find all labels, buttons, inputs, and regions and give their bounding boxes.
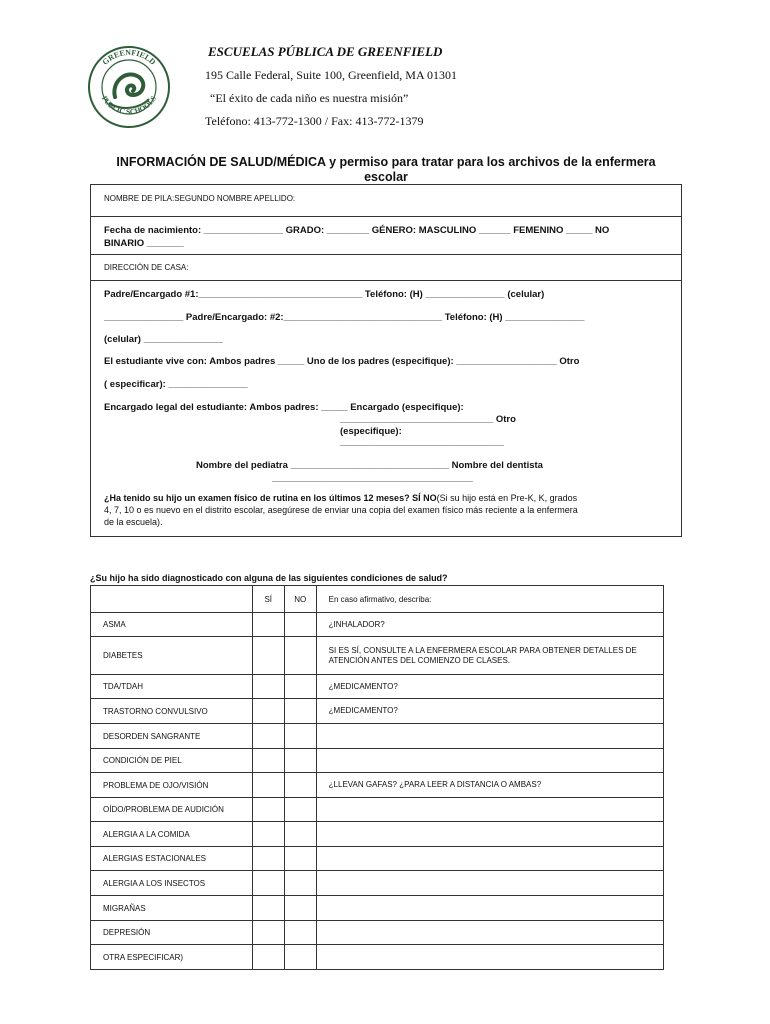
condition-name: MIGRAÑAS — [91, 896, 253, 921]
table-row — [91, 699, 664, 724]
legal-guardian-specify-label: (especifique): — [340, 426, 402, 437]
no-checkbox-cell[interactable] — [284, 945, 316, 970]
yes-checkbox-cell[interactable] — [252, 773, 284, 798]
table-row — [91, 798, 664, 822]
condition-description-cell[interactable] — [316, 945, 663, 970]
no-checkbox-cell[interactable] — [284, 921, 316, 945]
physical-exam-note-line3: de la escuela). — [104, 517, 163, 527]
yes-checkbox-cell[interactable] — [252, 822, 284, 847]
yes-checkbox-cell[interactable] — [252, 637, 284, 675]
no-checkbox-cell[interactable] — [284, 749, 316, 773]
condition-name: PROBLEMA DE OJO/VISIÓN — [91, 773, 253, 798]
svg-text:GREENFIELD — [101, 48, 158, 67]
yes-checkbox-cell[interactable] — [252, 699, 284, 724]
condition-name: ASMA — [91, 613, 253, 637]
guardian1-field[interactable]: Padre/Encargado #1:_______________________________ Teléfono: (H) _______________ (celular) — [104, 289, 545, 300]
condition-name: CONDICIÓN DE PIEL — [91, 749, 253, 773]
table-row — [91, 613, 664, 637]
condition-name: ALERGIAS ESTACIONALES — [91, 847, 253, 871]
condition-description-cell[interactable] — [316, 822, 663, 847]
condition-description-cell[interactable] — [316, 798, 663, 822]
condition-description-cell[interactable] — [316, 921, 663, 945]
condition-name: DIABETES — [91, 637, 253, 675]
lives-with-field[interactable]: El estudiante vive con: Ambos padres _____ Uno de los padres (especifique): ___________________ Otro — [104, 356, 580, 367]
condition-name: TDA/TDAH — [91, 675, 253, 699]
condition-name: OTRA ESPECIFICAR) — [91, 945, 253, 970]
table-row — [91, 724, 664, 749]
divider — [90, 216, 682, 217]
no-checkbox-cell[interactable] — [284, 613, 316, 637]
table-row — [91, 749, 664, 773]
yes-checkbox-cell[interactable] — [252, 798, 284, 822]
school-motto: “El éxito de cada niño es nuestra misión” — [210, 91, 409, 105]
condition-name: DEPRESIÓN — [91, 921, 253, 945]
yes-checkbox-cell[interactable] — [252, 871, 284, 896]
physical-exam-bold: ¿Ha tenido su hijo un examen físico de rutina en los últimos 12 meses? SÍ NO — [104, 493, 437, 503]
physical-exam-note-line2: 4, 7, 10 o es nuevo en el distrito escolar, asegúrese de enviar una copia del examen físico más reciente a la enfermera — [104, 505, 578, 515]
conditions-table — [90, 585, 664, 970]
condition-description-cell[interactable] — [316, 724, 663, 749]
table-row — [91, 773, 664, 798]
name-field-label[interactable]: NOMBRE DE PILA:SEGUNDO NOMBRE APELLIDO: — [104, 194, 296, 203]
yes-checkbox-cell[interactable] — [252, 724, 284, 749]
no-checkbox-cell[interactable] — [284, 675, 316, 699]
no-checkbox-cell[interactable] — [284, 637, 316, 675]
condition-description-cell[interactable]: ¿MEDICAMENTO? — [316, 675, 663, 699]
condition-description-cell[interactable] — [316, 871, 663, 896]
school-name: ESCUELAS PÚBLICA DE GREENFIELD — [208, 44, 443, 59]
yes-checkbox-cell[interactable] — [252, 921, 284, 945]
no-checkbox-cell[interactable] — [284, 871, 316, 896]
nonbinary-field[interactable]: BINARIO _______ — [104, 238, 184, 249]
condition-name: DESORDEN SANGRANTE — [91, 724, 253, 749]
no-checkbox-cell[interactable] — [284, 724, 316, 749]
table-row — [91, 896, 664, 921]
yes-checkbox-cell[interactable] — [252, 749, 284, 773]
table-row — [91, 871, 664, 896]
condition-description-cell[interactable] — [316, 749, 663, 773]
table-row — [91, 921, 664, 945]
table-row — [91, 847, 664, 871]
no-checkbox-cell[interactable] — [284, 847, 316, 871]
condition-name: ALERGIA A LOS INSECTOS — [91, 871, 253, 896]
yes-checkbox-cell[interactable] — [252, 896, 284, 921]
yes-checkbox-cell[interactable] — [252, 613, 284, 637]
yes-checkbox-cell[interactable] — [252, 847, 284, 871]
legal-guardian-specify-line[interactable]: _______________________________ — [340, 437, 504, 448]
condition-description-cell[interactable]: ¿MEDICAMENTO? — [316, 699, 663, 724]
no-header: NO — [284, 586, 316, 613]
legal-guardian-field[interactable]: Encargado legal del estudiante: Ambos padres: _____ Encargado (especifique): — [104, 402, 464, 413]
table-header-row — [91, 586, 664, 613]
legal-guardian-other-field[interactable]: _____________________________ Otro — [340, 414, 516, 425]
condition-name: OÍDO/PROBLEMA DE AUDICIÓN — [91, 798, 253, 822]
pediatrician-dentist-field[interactable]: Nombre del pediatra ______________________________ Nombre del dentista — [196, 460, 543, 471]
divider — [90, 280, 682, 281]
condition-description-cell[interactable]: SI ES SÍ, CONSULTE A LA ENFERMERA ESCOLAR PARA OBTENER DETALLES DE ATENCIÓN ANTES DEL COMIENZO DE CLASES. — [316, 637, 663, 675]
no-checkbox-cell[interactable] — [284, 822, 316, 847]
condition-description-cell[interactable] — [316, 847, 663, 871]
table-row — [91, 637, 664, 675]
school-address: 195 Calle Federal, Suite 100, Greenfield, MA 01301 — [205, 68, 457, 82]
no-checkbox-cell[interactable] — [284, 699, 316, 724]
table-row — [91, 945, 664, 970]
dob-grade-gender-field[interactable]: Fecha de nacimiento: _______________ GRADO: ________ GÉNERO: MASCULINO ______ FEMENINO _____ NO — [104, 225, 610, 236]
lives-with-specify-field[interactable]: ( especificar): _______________ — [104, 379, 248, 390]
yes-checkbox-cell[interactable] — [252, 675, 284, 699]
dentist-line[interactable]: ______________________________________ — [272, 473, 473, 484]
school-phones: Teléfono: 413-772-1300 / Fax: 413-772-1379 — [205, 114, 424, 128]
home-address-field[interactable]: DIRECCIÓN DE CASA: — [104, 263, 189, 272]
physical-exam-question — [104, 492, 664, 528]
logo-text-top: GREENFIELD — [100, 47, 158, 67]
condition-description-cell[interactable]: ¿LLEVAN GAFAS? ¿PARA LEER A DISTANCIA O AMBAS? — [316, 773, 663, 798]
guardian2-cell-field[interactable]: (celular) _______________ — [104, 334, 223, 345]
divider — [90, 254, 682, 255]
no-checkbox-cell[interactable] — [284, 798, 316, 822]
yes-header: SÍ — [252, 586, 284, 613]
conditions-question: ¿Su hijo ha sido diagnosticado con alguna de las siguientes condiciones de salud? — [90, 573, 448, 583]
physical-exam-note: (Si su hijo está en Pre-K, K, grados — [436, 493, 578, 503]
condition-description-cell[interactable] — [316, 896, 663, 921]
guardian2-field[interactable]: _______________ Padre/Encargado: #2:______________________________ Teléfono: (H) _______________ — [104, 312, 585, 323]
page-title: INFORMACIÓN DE SALUD/MÉDICA y permiso para tratar para los archivos de la enfermera escolar — [116, 155, 656, 184]
condition-name: ALERGIA A LA COMIDA — [91, 822, 253, 847]
no-checkbox-cell[interactable] — [284, 773, 316, 798]
condition-description-cell[interactable]: ¿INHALADOR? — [316, 613, 663, 637]
school-logo — [87, 45, 171, 129]
yes-checkbox-cell[interactable] — [252, 945, 284, 970]
no-checkbox-cell[interactable] — [284, 896, 316, 921]
table-row — [91, 675, 664, 699]
condition-header-cell — [91, 586, 253, 613]
logo-text-bottom: PUBLIC SCHOOLS — [99, 94, 159, 117]
svg-text:PUBLIC SCHOOLS — [100, 94, 158, 116]
table-row — [91, 822, 664, 847]
condition-name: TRASTORNO CONVULSIVO — [91, 699, 253, 724]
describe-header: En caso afirmativo, describa: — [316, 586, 663, 613]
